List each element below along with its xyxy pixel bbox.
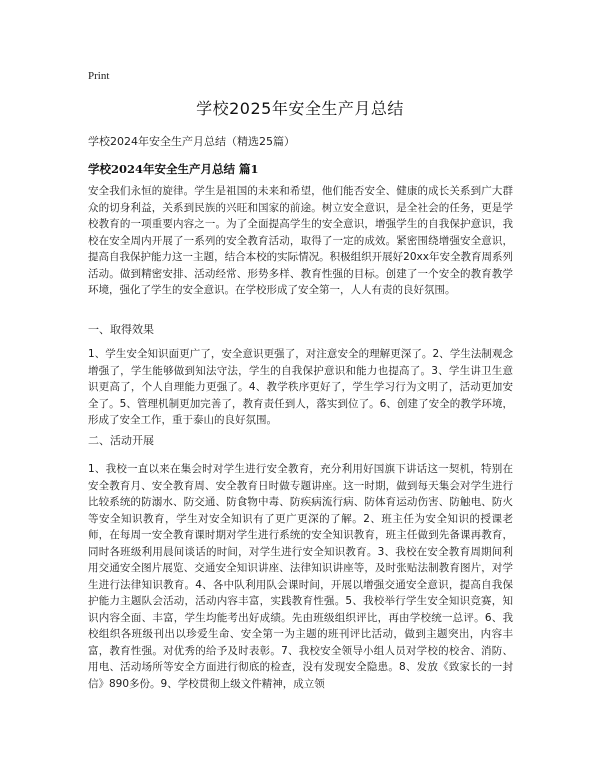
document-subtitle: 学校2024年安全生产月总结（精选25篇） bbox=[88, 135, 295, 148]
page-title: 学校2025年安全生产月总结 bbox=[196, 99, 404, 118]
intro-paragraph: 安全我们永恒的旋律。学生是祖国的未来和希望，他们能否安全、健康的成长关系到广大群众的切身利益，关系到民族的兴旺和国家的前途。树立安全意识，是全社会的任务，更是学校教育的一项重要内容之一。为了全面提高学生的安全意识，增强学生的自我保护意识，我校在安全周内开展了一系列的安全教育活动，取得了一定的成效。紧密围绕增强安全意识，提高自我保护能力这一主题，结合本校的实际情况。积极组织开展好20xx年安全教育周系列活动。做到精密安排、活动经常、形势多样、教育性强的目标。创建了一个安全的教育教学环境，强化了学生的安全意识。在学校形成了安全第一，人人有责的良好氛围。 bbox=[88, 185, 513, 296]
activities-paragraph: 1、我校一直以来在集会时对学生进行安全教育，充分利用好国旗下讲话这一契机，特别在安全教育月、安全教育周、安全教育日时做专题讲座。这一时期，做到每天集会对学生进行比较系统的防溺水、防交通、防食物中毒、防疾病流行病、防体育运动伤害、防触电、防火等安全知识教育，学生对安全知识有了更广更深的了解。2、班主任为安全知识的授课老师，在每周一安全教育课时期对学生进行系统的安全知识教育，班主任做到先备课再教育，同时各班级利用晨间谈话的时间，对学生进行安全知识教育。3、我校在安全教育周期间利用交通安全图片展览、交通安全知识讲座、法律知识讲座等，及时张贴法制教育图片，对学生进行法律知识教育。4、各中队利用队会课时间，开展以增强交通安全意识，提高自我保护能力主题队会活动，活动内容丰富，实践教育性强。5、我校举行学生安全知识竞赛，知识内容全面、丰富，学生均能考出好成绩。先由班级组织评比，再由学校统一总评。6、我校组织各班级刊出以珍爱生命、安全第一为主题的班刊评比活动，做到主题突出，内容丰富，教育性强。对优秀的给予及时表彰。7、我校安全领导小组人员对学校的校舍、消防、用电、活动场所等安全方面进行彻底的检查，没有发现安全隐患。8、发放《致家长的一封信》890多份。9、学校贯彻上级文件精神，成立领 bbox=[88, 463, 513, 690]
effects-paragraph: 1、学生安全知识面更广了，安全意识更强了，对注意安全的理解更深了。2、学生法制观念增强了，学生能够做到知法守法，学生的自我保护意识和能力也提高了。3、学生讲卫生意识更高了，个人自理能力更强了。4、教学秩序更好了，学生学习行为文明了，活动更加安全了。5、管理机制更加完善了，教育责任到人，落实到位了。6、创建了安全的教学环境，形成了安全工作，重于泰山的良好氛围。 bbox=[88, 348, 513, 426]
heading-activities: 二、活动开展 bbox=[88, 434, 154, 447]
print-label: Print bbox=[88, 70, 110, 82]
section-title: 学校2024年安全生产月总结 篇1 bbox=[88, 162, 259, 176]
heading-results: 一、取得效果 bbox=[88, 323, 154, 336]
